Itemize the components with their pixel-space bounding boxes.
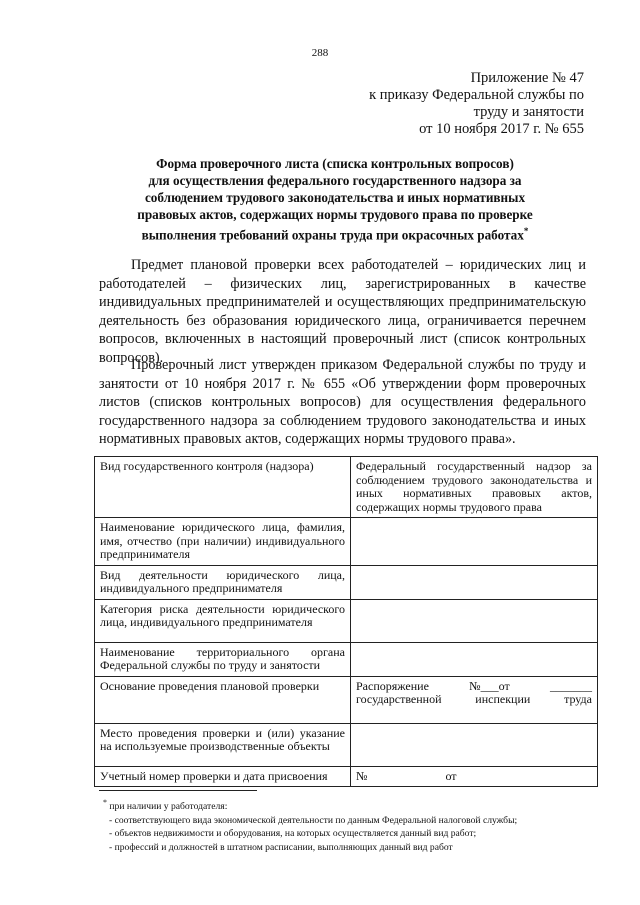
- page-number: 288: [311, 47, 329, 59]
- row-label: Вид государственного контроля (надзора): [95, 457, 351, 518]
- row-label: Наименование юридического лица, фамилия, имя, отчество (при наличии) индивидуального предпринимателя: [95, 518, 351, 566]
- order-line: [356, 680, 592, 694]
- title-line: соблюдением трудового законодательства и иных нормативных: [144, 190, 526, 205]
- registration-line: [356, 770, 592, 784]
- footnote-text: при наличии у работодателя:: [109, 801, 228, 813]
- footnotes: [99, 796, 599, 854]
- footnote-mark: *: [523, 226, 529, 236]
- table-row: [95, 723, 598, 766]
- number-mark: №: [356, 768, 368, 783]
- appendix-line: труду и занятости: [473, 104, 584, 120]
- word: инспекции: [475, 692, 531, 706]
- document-title: [100, 155, 570, 243]
- title-line: Форма проверочного листа (списка контрольных вопросов): [156, 156, 514, 171]
- appendix-header: [369, 70, 584, 138]
- row-label: Вид деятельности юридического лица, индивидуального предпринимателя: [95, 565, 351, 599]
- row-value: [351, 518, 598, 566]
- table-row: [95, 518, 598, 566]
- title-line-text: выполнения требований охраны труда при окрасочных работах: [141, 227, 524, 243]
- row-value: Федеральный государственный надзор за соблюдением трудового законодательства и иных нормативных правовых актов, содержащих нормы трудового права: [351, 457, 598, 518]
- paragraph-subject: Предмет плановой проверки всех работодателей – юридических лиц и работодателей – физических лиц, зарегистрированных в качестве индивидуальных предпринимателей и осуществляющих предпринимательскую деятельность без образования юридического лица, ограничивается перечнем вопросов, включенных в настоящий проверочный лист (список контрольных вопросов).: [99, 257, 586, 366]
- inspection-line: [356, 693, 592, 707]
- table-row: [95, 676, 598, 723]
- order-date-blank: _______: [549, 678, 592, 693]
- date-word: от: [445, 768, 457, 783]
- row-value: [351, 565, 598, 599]
- footnote-divider: [99, 790, 257, 791]
- row-label: Место проведения проверки и (или) указание на используемые производственные объекты: [95, 723, 351, 766]
- title-line: правовых актов, содержащих нормы трудового права по проверке: [137, 207, 533, 222]
- appendix-line: от 10 ноября 2017 г. № 655: [419, 121, 584, 137]
- row-value: [351, 642, 598, 676]
- title-line: для осуществления федерального государственного надзора за: [148, 173, 522, 188]
- appendix-line: Приложение № 47: [470, 70, 584, 86]
- row-label: Основание проведения плановой проверки: [95, 676, 351, 723]
- order-word: Распоряжение: [356, 678, 429, 693]
- footnote-item: - профессий и должностей в штатном расписании, выполняющих данный вид работ: [109, 841, 453, 853]
- footnote-item: - объектов недвижимости и оборудования, на которых осуществляется данный вид работ;: [109, 828, 477, 840]
- footnote-item: [103, 796, 599, 814]
- title-line: [100, 223, 570, 243]
- footnote-item: - соответствующего вида экономической деятельности по данным Федеральной налоговой службы;: [109, 814, 518, 826]
- footnote-mark: *: [103, 798, 107, 807]
- word: труда: [564, 692, 592, 706]
- table-row: [95, 565, 598, 599]
- row-value: [351, 676, 598, 723]
- table-row: [95, 457, 598, 518]
- paragraph-approval: Проверочный лист утвержден приказом Федеральной службы по труду и занятости от 10 ноября 2017 г. № 655 «Об утверждении форм проверочных листов (списков контрольных вопросов) для осуществления федерального государственного надзора за соблюдением трудового законодательства и иных нормативных правовых актов, содержащих нормы трудового права».: [99, 357, 586, 447]
- word: государственной: [356, 692, 442, 706]
- table-row: [95, 599, 598, 642]
- row-value: [351, 599, 598, 642]
- table-row: [95, 642, 598, 676]
- inspection-info-table: [94, 456, 598, 787]
- order-number: №___от: [469, 678, 510, 693]
- row-label: Наименование территориального органа Федеральной службы по труду и занятости: [95, 642, 351, 676]
- row-label: Учетный номер проверки и дата присвоения: [95, 766, 351, 787]
- table-row: [95, 766, 598, 787]
- row-value: [351, 766, 598, 787]
- row-label: Категория риска деятельности юридического лица, индивидуального предпринимателя: [95, 599, 351, 642]
- row-value: [351, 723, 598, 766]
- appendix-line: к приказу Федеральной службы по: [369, 87, 584, 103]
